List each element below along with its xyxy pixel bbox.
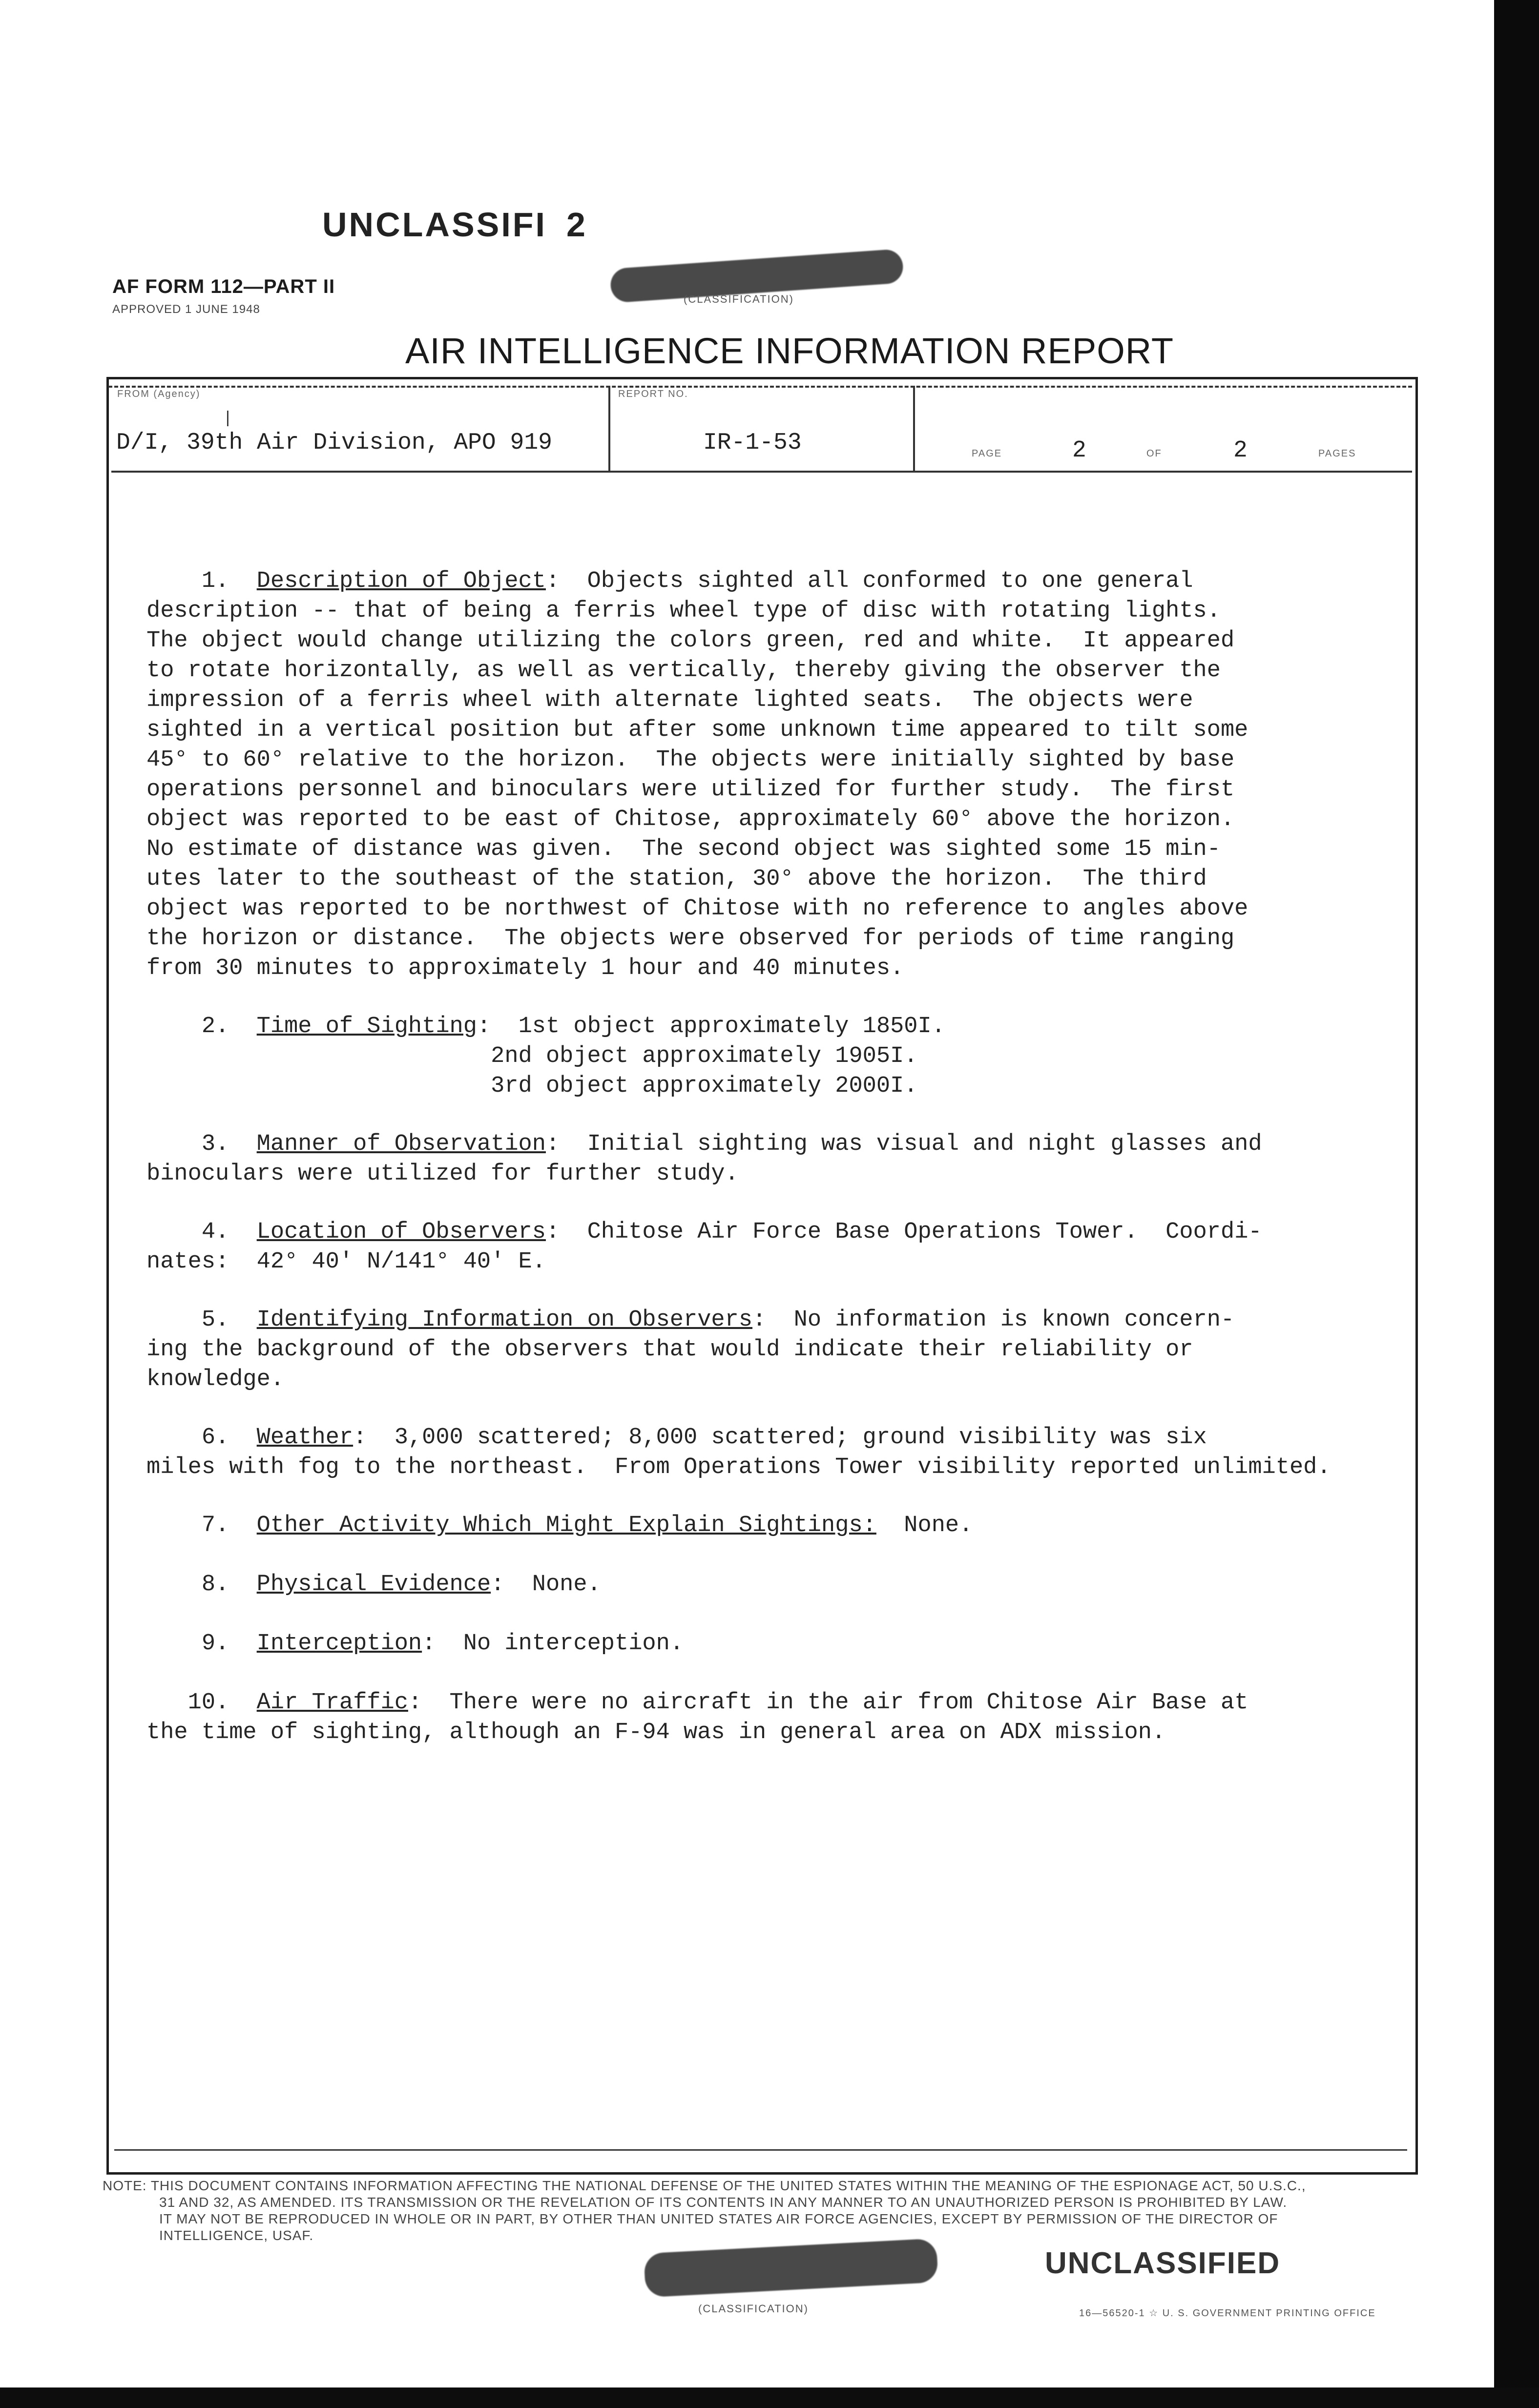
heading: Physical Evidence: [256, 1572, 491, 1598]
text-line: miles with fog to the northeast. From Operations Tower visibility reported unlimited.: [146, 1454, 1331, 1480]
unclassified-stamp-top: UNCLASSIFI 2: [322, 206, 587, 244]
scan-edge-bottom: [0, 2387, 1539, 2408]
text-line: The object would change utilizing the colors green, red and white. It appeared: [146, 628, 1235, 654]
text-line: the horizon or distance. The objects were observed for periods of time ranging: [146, 926, 1235, 952]
tick-mark: |: [226, 408, 230, 427]
header-divider-1: [608, 386, 610, 471]
paragraph-7: 7. Other Activity Which Might Explain Sightings: None.: [201, 1513, 973, 1538]
classification-label-top: (CLASSIFICATION): [684, 293, 794, 305]
heading: Interception: [256, 1631, 422, 1657]
header-bottom-rule: [111, 471, 1412, 473]
text-line: from 30 minutes to approximately 1 hour and 40 minutes.: [146, 955, 904, 981]
report-body: [146, 566, 1387, 1747]
paragraph-4: 4. Location of Observers: Chitose Air Force Base Operations Tower. Coordi-: [201, 1219, 1262, 1245]
text-line: to rotate horizontally, as well as vertically, thereby giving the observer the: [146, 658, 1221, 684]
report-no-value: IR-1-53: [703, 430, 802, 456]
page-value: 2: [1072, 437, 1086, 464]
text-line: 3rd object approximately 2000I.: [491, 1073, 918, 1099]
text-line: knowledge.: [146, 1367, 285, 1392]
text-line: nates: 42° 40' N/141° 40' E.: [146, 1249, 546, 1275]
text-line: object was reported to be northwest of Chitose with no reference to angles above: [146, 896, 1248, 922]
heading: Identifying Information on Observers: [256, 1307, 753, 1333]
text-line: ing the background of the observers that would indicate their reliability or: [146, 1337, 1193, 1363]
total-pages-value: 2: [1233, 437, 1248, 464]
pages-label: PAGES: [1318, 448, 1356, 459]
heading: Time of Sighting: [256, 1014, 477, 1039]
note-line: NOTE: THIS DOCUMENT CONTAINS INFORMATION AFFECTING THE NATIONAL DEFENSE OF THE UNITED STATES WITHIN THE MEANING OF THE ESPIONAGE ACT, 50 U.S.C.,: [103, 2178, 1306, 2193]
heading: Air Traffic: [256, 1690, 408, 1716]
paragraph-3: 3. Manner of Observation: Initial sighting was visual and night glasses and: [201, 1131, 1262, 1157]
classification-label-bottom: (CLASSIFICATION): [698, 2303, 809, 2315]
text-line: operations personnel and binoculars were utilized for further study. The first: [146, 777, 1235, 803]
heading: Weather: [256, 1425, 354, 1451]
note-line: IT MAY NOT BE REPRODUCED IN WHOLE OR IN PART, BY OTHER THAN UNITED STATES AIR FORCE AGENCIES, EXCEPT BY PERMISSION OF THE DIRECTOR OF: [159, 2211, 1278, 2226]
redaction-scribble-bottom: [644, 2238, 938, 2297]
heading: Manner of Observation: [256, 1131, 546, 1157]
heading: Location of Observers: [256, 1219, 546, 1245]
of-label: OF: [1146, 448, 1162, 459]
text-line: 2nd object approximately 1905I.: [491, 1043, 918, 1069]
form-id: AF FORM 112—PART II: [112, 276, 335, 297]
from-value: D/I, 39th Air Division, APO 919: [116, 430, 552, 456]
heading: Other Activity Which Might Explain Sightings:: [256, 1513, 876, 1538]
paragraph-2: 2. Time of Sighting: 1st object approximately 1850I.: [201, 1014, 945, 1039]
text-line: 45° to 60° relative to the horizon. The objects were initially sighted by base: [146, 747, 1235, 773]
paragraph-5: 5. Identifying Information on Observers: No information is known concern-: [201, 1307, 1235, 1333]
header-top-rule: [108, 386, 1412, 388]
heading: Description of Object: [256, 568, 546, 594]
printer-mark: 16—56520-1 ☆ U. S. GOVERNMENT PRINTING OFFICE: [1079, 2308, 1376, 2319]
page-label: PAGE: [972, 448, 1002, 459]
text-line: utes later to the southeast of the station, 30° above the horizon. The third: [146, 866, 1207, 892]
text-line: sighted in a vertical position but after some unknown time appeared to tilt some: [146, 717, 1248, 743]
paragraph-8: 8. Physical Evidence: None.: [201, 1572, 601, 1598]
text-line: the time of sighting, although an F-94 was in general area on ADX mission.: [146, 1720, 1166, 1745]
text-line: No estimate of distance was given. The second object was sighted some 15 min-: [146, 836, 1221, 862]
paragraph-9: 9. Interception: No interception.: [201, 1631, 684, 1657]
report-title: AIR INTELLIGENCE INFORMATION REPORT: [405, 331, 1174, 371]
text-line: description -- that of being a ferris wheel type of disc with rotating lights.: [146, 598, 1221, 624]
paragraph-1: 1. Description of Object: Objects sighted all conformed to one general: [201, 568, 1193, 594]
paragraph-6: 6. Weather: 3,000 scattered; 8,000 scattered; ground visibility was six: [201, 1425, 1207, 1451]
scan-edge-right: [1494, 0, 1539, 2408]
form-approved-date: APPROVED 1 JUNE 1948: [112, 303, 260, 316]
note-line: 31 AND 32, AS AMENDED. ITS TRANSMISSION OR THE REVELATION OF ITS CONTENTS IN ANY MANNER TO AN UNAUTHORIZED PERSON IS PROHIBITED BY LAW.: [159, 2195, 1288, 2210]
text-line: object was reported to be east of Chitose, approximately 60° above the horizon.: [146, 807, 1235, 832]
header-divider-2: [913, 386, 915, 471]
from-label: FROM (Agency): [117, 389, 201, 399]
report-no-label: REPORT NO.: [618, 389, 688, 399]
text-line: binoculars were utilized for further study.: [146, 1161, 739, 1187]
security-note: [103, 2178, 1426, 2244]
text-line: impression of a ferris wheel with alternate lighted seats. The objects were: [146, 687, 1193, 713]
note-line: INTELLIGENCE, USAF.: [159, 2228, 314, 2243]
frame-inner-bottom-rule: [114, 2149, 1407, 2151]
paragraph-10: 10. Air Traffic: There were no aircraft in the air from Chitose Air Base at: [187, 1690, 1248, 1716]
unclassified-stamp-bottom: UNCLASSIFIED: [1045, 2246, 1281, 2280]
